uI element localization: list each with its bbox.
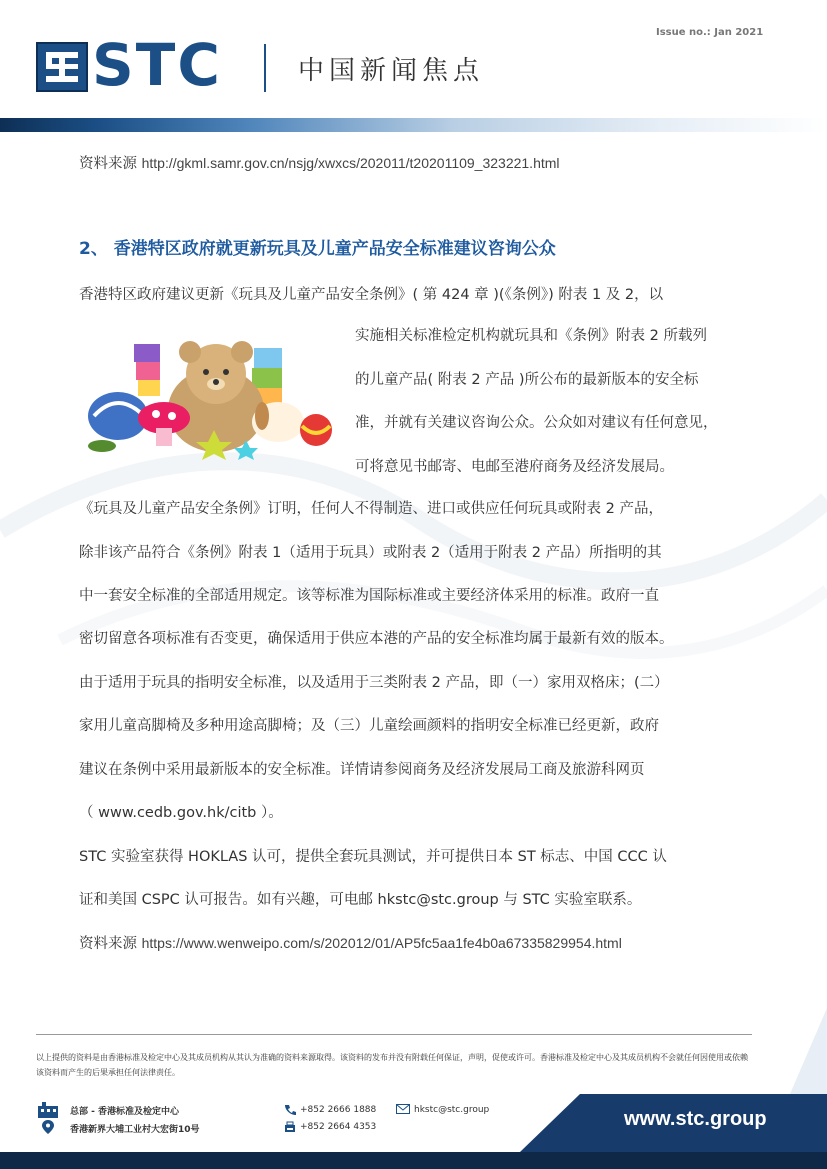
hq-label: 总部 - 香港标准及检定中心 bbox=[70, 1107, 180, 1117]
footer-bar bbox=[0, 1152, 827, 1169]
fax-number: +852 2664 4353 bbox=[300, 1122, 377, 1132]
paragraph-line: 实施相关标准检定机构就玩具和《条例》附表 2 所载列 bbox=[355, 328, 707, 344]
footer-corner-shape bbox=[790, 1008, 827, 1094]
issue-number: Issue no.: Jan 2021 bbox=[656, 27, 764, 38]
stc-logo-icon bbox=[42, 48, 82, 86]
paragraph-line: （ www.cedb.gov.hk/citb ）。 bbox=[79, 805, 283, 821]
source-label: 资料来源 bbox=[79, 156, 137, 172]
email-address[interactable]: hkstc@stc.group bbox=[414, 1105, 490, 1115]
location-pin-icon bbox=[42, 1120, 54, 1134]
paragraph-line: 香港特区政府建议更新《玩具及儿童产品安全条例》( 第 424 章 )(《条例》) 附表 1 及 2，以 bbox=[79, 287, 664, 303]
paragraph-line: 除非该产品符合《条例》附表 1（适用于玩具）或附表 2（适用于附表 2 产品）所指明的其 bbox=[79, 545, 662, 561]
paragraph-line: 准，并就有关建议咨询公众。公众如对建议有任何意见， bbox=[355, 415, 718, 431]
paragraph-line: 的儿童产品( 附表 2 产品 )所公布的最新版本的安全标 bbox=[355, 372, 699, 388]
paragraph-line: STC 实验室获得 HOKLAS 认可，提供全套玩具测试，并可提供日本 ST 标志、中国 CCC 认 bbox=[79, 849, 667, 865]
source-line-1 bbox=[79, 152, 560, 173]
footer-website[interactable]: www.stc.group bbox=[624, 1108, 767, 1130]
paragraph-line: 密切留意各项标准有否变更，确保适用于供应本港的产品的安全标准均属于最新有效的版本。 bbox=[79, 631, 674, 647]
disclaimer-text: 以上提供的资料是由香港标准及检定中心及其成员机构从其认为准确的资料来源取得。该资料的发布并没有附载任何保证，声明，促使或许可。香港标准及检定中心及其成员机构不会就任何因使用或依赖该资料而产生的后果承担任何法律责任。 bbox=[36, 1053, 748, 1077]
paragraph-line: 建议在条例中采用最新版本的安全标准。详情请参阅商务及经济发展局工商及旅游科网页 bbox=[79, 762, 645, 778]
footer-rule bbox=[36, 1034, 752, 1035]
phone-icon bbox=[284, 1104, 296, 1116]
building-icon bbox=[36, 1102, 60, 1118]
paragraph-line: 可将意见书邮寄、电邮至港府商务及经济发展局。 bbox=[355, 459, 674, 475]
paragraph-line: 由于适用于玩具的指明安全标准，以及适用于三类附表 2 产品，即（一）家用双格床；(二） bbox=[79, 675, 669, 691]
source-label: 资料来源 bbox=[79, 936, 137, 952]
paragraph-line: 《玩具及儿童产品安全条例》订明，任何人不得制造、进口或供应任何玩具或附表 2 产品， bbox=[79, 501, 663, 517]
email-icon bbox=[396, 1104, 410, 1114]
stc-logo-text: STC bbox=[92, 31, 222, 99]
fax-icon bbox=[284, 1121, 296, 1133]
hq-address: 香港新界大埔工业村大宏街10号 bbox=[70, 1125, 200, 1135]
paragraph-line: 中一套安全标准的全部适用规定。该等标准为国际标准或主要经济体采用的标准。政府一直 bbox=[79, 588, 659, 604]
source-link[interactable]: https://www.wenweipo.com/s/202012/01/AP5fc5aa1fe4b0a67335829954.html bbox=[141, 935, 622, 951]
paragraph-line: 证和美国 CSPC 认可报告。如有兴趣，可电邮 hkstc@stc.group 与 STC 实验室联系。 bbox=[79, 892, 642, 908]
page-header bbox=[0, 0, 827, 120]
source-link[interactable]: http://gkml.samr.gov.cn/nsjg/xwxcs/202011/t20201109_323221.html bbox=[141, 155, 560, 171]
newsletter-title: 中国新闻焦点 bbox=[298, 56, 485, 86]
source-line-2 bbox=[79, 932, 622, 953]
stc-logo-mark bbox=[36, 42, 88, 92]
header-divider bbox=[264, 44, 266, 92]
toys-image bbox=[86, 330, 334, 460]
paragraph-line: 家用儿童高脚椅及多种用途高脚椅；及（三）儿童绘画颜料的指明安全标准已经更新，政府 bbox=[79, 718, 659, 734]
section-heading: 2、 香港特区政府就更新玩具及儿童产品安全标准建议咨询公众 bbox=[79, 239, 556, 259]
header-band bbox=[0, 118, 827, 132]
phone-number[interactable]: +852 2666 1888 bbox=[300, 1105, 377, 1115]
